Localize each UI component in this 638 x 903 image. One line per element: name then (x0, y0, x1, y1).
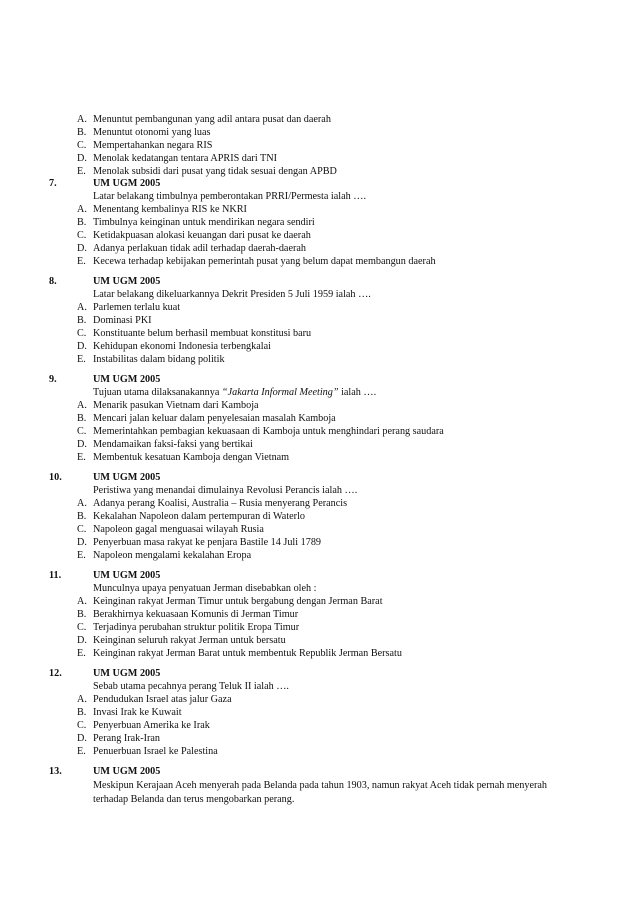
question-text: Latar belakang timbulnya pemberontakan PRRI/Permesta ialah …. (93, 191, 367, 202)
question-text: Munculnya upaya penyatuan Jerman disebabkan oleh : (93, 583, 317, 594)
question-number: 8. (49, 276, 57, 287)
question-text: Meskipun Kerajaan Aceh menyerah pada Belanda pada tahun 1903, namun rakyat Aceh tidak pernah menyerah terhadap Belanda dan terus mengobarkan perang. (93, 780, 548, 805)
question-number: 12. (49, 668, 62, 679)
question-source: UM UGM 2005 (93, 570, 161, 581)
question-source: UM UGM 2005 (93, 374, 161, 385)
question-number: 10. (49, 472, 62, 483)
question-number: 9. (49, 374, 57, 385)
question-number: 11. (49, 570, 62, 581)
question-source: UM UGM 2005 (93, 276, 161, 287)
question-source: UM UGM 2005 (93, 668, 161, 679)
question-source: UM UGM 2005 (93, 766, 161, 777)
question-source: UM UGM 2005 (93, 178, 161, 189)
question-source: UM UGM 2005 (93, 472, 161, 483)
question-text: Peristiwa yang menandai dimulainya Revolusi Perancis ialah …. (93, 485, 358, 496)
question-text: Tujuan utama dilaksanakannya “Jakarta Informal Meeting” ialah …. (93, 387, 377, 398)
italic-event-name: “Jakarta Informal Meeting” (221, 387, 339, 398)
question-text: Latar belakang dikeluarkannya Dekrit Presiden 5 Juli 1959 ialah …. (93, 289, 371, 300)
document-page: A. Menuntut pembangunan yang adil antara pusat dan daerah B. Menuntut otonomi yang luas C. Mempertahankan negara RIS D. Menolak kedatangan tentara APRIS dari TNI E. Menolak subsidi dari pusat yang tidak sesuai dengan APBD 7. UM UGM 2005 Latar belakang timbulnya pemberontakan PRRI/Permesta ialah …. A. Menentang kembalinya RIS ke NKRI B. Timbulnya keinginan untuk mendirikan negara sendiri C. Ketidakpuasan alokasi keuangan dari pusat ke daerah D. Adanya perlakuan tidak adil terhadap daerah-daerah E. Kecewa terhadap kebijakan pemerintah pusat yang belum dapat membangun daerah 8. UM UGM 2005 Latar belakang dikeluarkannya Dekrit Presiden 5 Juli 1959 ialah …. A. Parlemen terlalu kuat B. Dominasi PKI C. Konstituante belum berhasil membuat konstitusi baru D. Kehidupan ekonomi Indonesia terbengkalai E. Instabilitas dalam bidang politik 9. UM UGM 2005 Tujuan utama dilaksanakannya “Jakarta Informal Meeting” ialah …. A. Menarik pasukan Vietnam dari Kamboja B. Mencari jalan keluar dalam penyelesaian masalah Kamboja C. Memerintahkan pembagian kekuasaan di Kamboja untuk menghindari perang saudara D. Mendamaikan faksi-faksi yang bertikai E. Membentuk kesatuan Kamboja dengan Vietnam 10. UM UGM 2005 Peristiwa yang menandai dimulainya Revolusi Perancis ialah …. A. Adanya perang Koalisi, Australia – Rusia menyerang Perancis B. Kekalahan Napoleon dalam pertempuran di Waterlo C. Napoleon gagal menguasai wilayah Rusia D. Penyerbuan masa rakyat ke penjara Bastile 14 Juli 1789 E. Napoleon mengalami kekalahan Eropa 11. UM UGM 2005 Munculnya upaya penyatuan Jerman disebabkan oleh : A. Keinginan rakyat Jerman Timur untuk bergabung dengan Jerman Barat B. Berakhirnya kekuasaan Komunis di Jerman Timur C. Terjadinya perubahan struktur politik Eropa Timur D. Keinginan seluruh rakyat Jerman untuk bersatu E. Keinginan rakyat Jerman Barat untuk membentuk Republik Jerman Bersatu 12. UM UGM 2005 Sebab utama pecahnya perang Teluk II ialah …. A. Pendudukan Israel atas jalur Gaza B. Invasi Irak ke Kuwait C. Penyerbuan Amerika ke Irak D. Perang Irak-Iran E. Penuerbuan Israel ke Palestina 13. UM UGM 2005 Meskipun Kerajaan Aceh menyerah pada Belanda pada tahun 1903, namun rakyat Aceh tidak pernah menyerah terhadap Belanda dan terus mengobarkan perang. (0, 0, 638, 903)
question-text: Sebab utama pecahnya perang Teluk II ialah …. (93, 681, 289, 692)
question-number: 7. (49, 178, 57, 189)
question-number: 13. (49, 766, 62, 777)
